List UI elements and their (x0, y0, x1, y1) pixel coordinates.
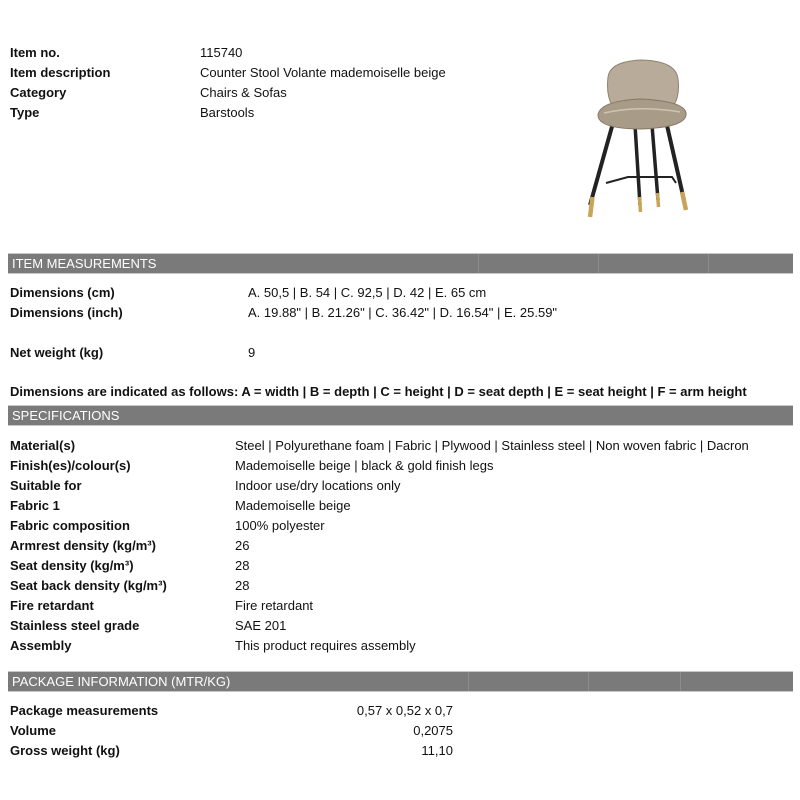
seat-back-density-value: 28 (235, 578, 250, 593)
seat-density-label: Seat density (kg/m³) (10, 558, 134, 573)
net-weight-label: Net weight (kg) (10, 345, 104, 360)
dimensions-cm-label: Dimensions (cm) (10, 285, 115, 300)
barstool-product-image (580, 55, 710, 230)
dimensions-cm-value: A. 50,5 | B. 54 | C. 92,5 | D. 42 | E. 65 cm (248, 285, 487, 300)
package-measurements-label: Package measurements (10, 703, 159, 718)
finishes-value: Mademoiselle beige | black & gold finish legs (235, 458, 494, 473)
specifications-title: SPECIFICATIONS (12, 408, 120, 423)
type-value: Barstools (200, 105, 255, 120)
gold-tip-left (590, 197, 593, 217)
fabric-1-label: Fabric 1 (10, 498, 60, 513)
suitable-for-label: Suitable for (10, 478, 82, 493)
assembly-label: Assembly (10, 638, 72, 653)
fire-retardant-value: Fire retardant (235, 598, 314, 613)
chair-back (608, 60, 679, 105)
footrest (606, 177, 676, 183)
chair-seat (598, 99, 686, 129)
assembly-value: This product requires assembly (235, 638, 416, 653)
item-no-label: Item no. (10, 45, 60, 60)
gross-weight-label: Gross weight (kg) (10, 743, 120, 758)
category-value: Chairs & Sofas (200, 85, 287, 100)
gold-tip-back-right (658, 193, 659, 207)
gold-tip-right (682, 192, 686, 210)
steel-grade-value: SAE 201 (235, 618, 287, 633)
armrest-density-label: Armrest density (kg/m³) (10, 538, 156, 553)
package-measurements-value: 0,57 x 0,52 x 0,7 (356, 703, 453, 718)
back-left-leg (635, 125, 640, 205)
materials-label: Material(s) (10, 438, 76, 453)
seat-back-density-label: Seat back density (kg/m³) (10, 578, 167, 593)
package-information-header (8, 671, 793, 692)
net-weight-value: 9 (248, 345, 256, 360)
fabric-1-value: Mademoiselle beige (235, 498, 351, 513)
gross-weight-value: 11,10 (421, 743, 453, 758)
suitable-for-value: Indoor use/dry locations only (235, 478, 401, 493)
volume-label: Volume (10, 723, 56, 738)
type-label: Type (10, 105, 40, 120)
category-label: Category (10, 85, 67, 100)
item-description-value: Counter Stool Volante mademoiselle beige (200, 65, 446, 80)
finishes-label: Finish(es)/colour(s) (10, 458, 131, 473)
item-description-label: Item description (10, 65, 111, 80)
gold-tip-back-left (640, 197, 641, 212)
steel-grade-label: Stainless steel grade (10, 618, 140, 633)
dimensions-legend: Dimensions are indicated as follows: A = width | B = depth | C = height | D = seat depth | E = seat height | F = arm height (10, 384, 747, 399)
item-measurements-title: ITEM MEASUREMENTS (12, 256, 157, 271)
fabric-composition-value: 100% polyester (235, 518, 325, 533)
front-left-leg (590, 123, 613, 205)
seat-density-value: 28 (235, 558, 250, 573)
front-right-leg (666, 121, 684, 200)
item-no-value: 115740 (200, 45, 243, 60)
dimensions-inch-label: Dimensions (inch) (10, 305, 123, 320)
dimensions-inch-value: A. 19.88" | B. 21.26" | C. 36.42" | D. 16.54" | E. 25.59" (248, 305, 558, 320)
item-measurements-header (8, 253, 793, 274)
volume-value: 0,2075 (413, 723, 453, 738)
fabric-composition-label: Fabric composition (10, 518, 130, 533)
package-information-title: PACKAGE INFORMATION (MTR/KG) (12, 674, 231, 689)
materials-value: Steel | Polyurethane foam | Fabric | Plywood | Stainless steel | Non woven fabric | Dacron (235, 438, 749, 453)
specifications-header (8, 405, 793, 426)
armrest-density-value: 26 (235, 538, 250, 553)
fire-retardant-label: Fire retardant (10, 598, 94, 613)
back-right-leg (652, 125, 658, 200)
